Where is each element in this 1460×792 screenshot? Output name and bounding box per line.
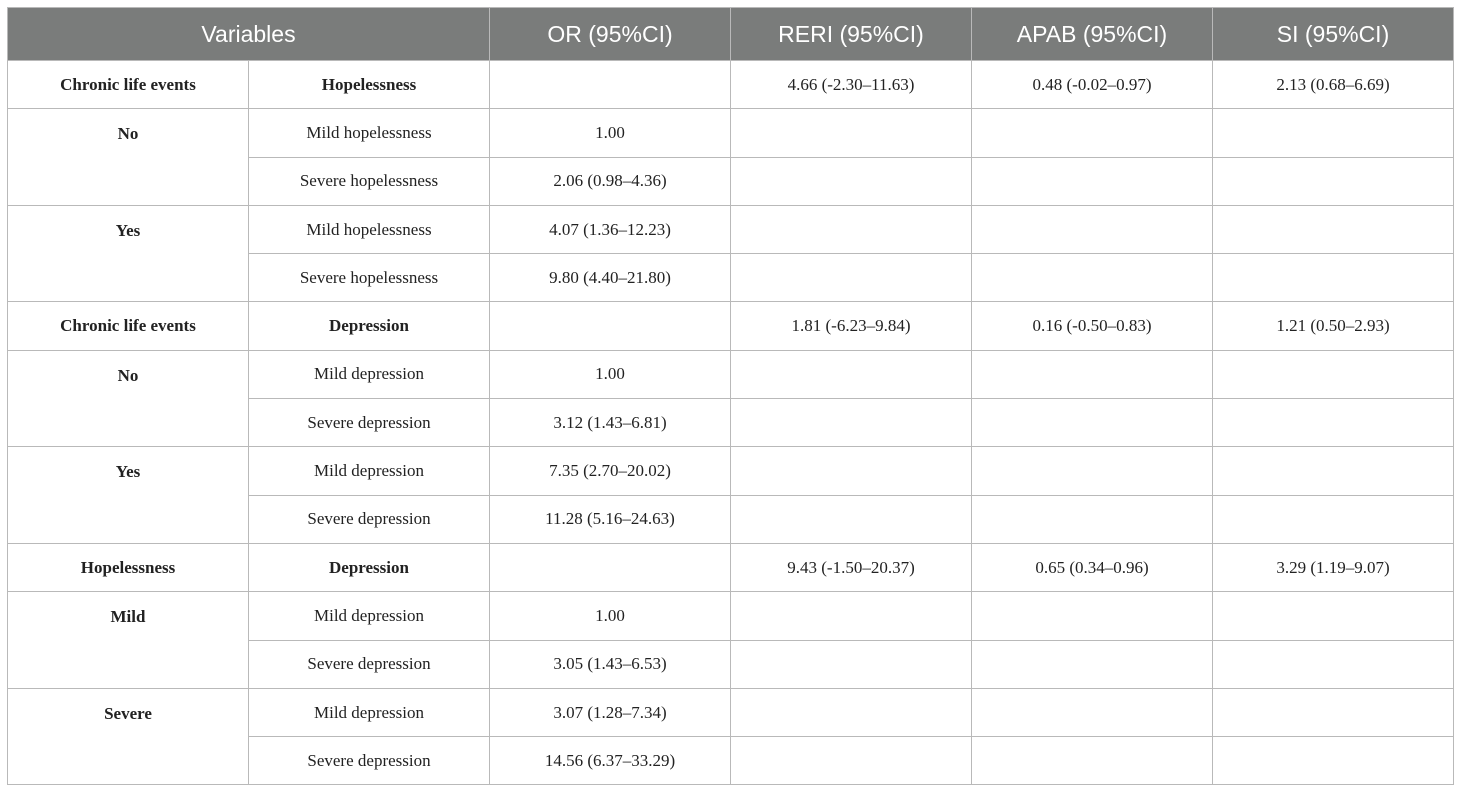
group-label: No <box>8 109 249 206</box>
apab-empty <box>972 737 1213 785</box>
section-header-row <box>8 61 1454 109</box>
level-label: Severe depression <box>249 640 490 688</box>
header-reri: RERI (95%CI) <box>731 8 972 61</box>
section-exposure-a: Chronic life events <box>8 302 249 350</box>
section-or-empty <box>490 302 731 350</box>
reri-empty <box>731 688 972 736</box>
header-row <box>8 8 1454 61</box>
group-label: Severe <box>8 688 249 785</box>
or-value: 9.80 (4.40–21.80) <box>490 254 731 302</box>
group-label: Yes <box>8 205 249 302</box>
header-apab: APAB (95%CI) <box>972 8 1213 61</box>
level-label: Severe depression <box>249 495 490 543</box>
apab-empty <box>972 350 1213 398</box>
header-variables: Variables <box>8 8 490 61</box>
reri-empty <box>731 640 972 688</box>
level-label: Mild depression <box>249 688 490 736</box>
group-label: Yes <box>8 447 249 544</box>
or-value: 4.07 (1.36–12.23) <box>490 205 731 253</box>
apab-value: 0.48 (-0.02–0.97) <box>972 61 1213 109</box>
reri-empty <box>731 205 972 253</box>
section-exposure-a: Hopelessness <box>8 543 249 591</box>
reri-empty <box>731 495 972 543</box>
or-value: 1.00 <box>490 109 731 157</box>
level-label: Mild depression <box>249 447 490 495</box>
or-value: 3.07 (1.28–7.34) <box>490 688 731 736</box>
reri-value: 9.43 (-1.50–20.37) <box>731 543 972 591</box>
reri-empty <box>731 399 972 447</box>
reri-value: 1.81 (-6.23–9.84) <box>731 302 972 350</box>
si-empty <box>1213 205 1454 253</box>
table-row <box>8 592 1454 640</box>
apab-value: 0.16 (-0.50–0.83) <box>972 302 1213 350</box>
apab-value: 0.65 (0.34–0.96) <box>972 543 1213 591</box>
or-value: 14.56 (6.37–33.29) <box>490 737 731 785</box>
or-value: 3.12 (1.43–6.81) <box>490 399 731 447</box>
reri-empty <box>731 592 972 640</box>
apab-empty <box>972 495 1213 543</box>
reri-value: 4.66 (-2.30–11.63) <box>731 61 972 109</box>
apab-empty <box>972 399 1213 447</box>
section-exposure-b: Hopelessness <box>249 61 490 109</box>
table-row <box>8 447 1454 495</box>
level-label: Mild depression <box>249 350 490 398</box>
si-empty <box>1213 157 1454 205</box>
section-exposure-b: Depression <box>249 302 490 350</box>
section-exposure-b: Depression <box>249 543 490 591</box>
level-label: Severe hopelessness <box>249 157 490 205</box>
apab-empty <box>972 592 1213 640</box>
or-value: 11.28 (5.16–24.63) <box>490 495 731 543</box>
table-header <box>8 8 1454 61</box>
si-empty <box>1213 254 1454 302</box>
reri-empty <box>731 447 972 495</box>
apab-empty <box>972 254 1213 302</box>
section-exposure-a: Chronic life events <box>8 61 249 109</box>
level-label: Mild hopelessness <box>249 109 490 157</box>
apab-empty <box>972 157 1213 205</box>
group-label: Mild <box>8 592 249 689</box>
si-value: 1.21 (0.50–2.93) <box>1213 302 1454 350</box>
si-value: 2.13 (0.68–6.69) <box>1213 61 1454 109</box>
level-label: Severe depression <box>249 737 490 785</box>
reri-empty <box>731 157 972 205</box>
table-body <box>8 61 1454 785</box>
level-label: Severe depression <box>249 399 490 447</box>
table-row <box>8 205 1454 253</box>
table-row <box>8 350 1454 398</box>
table-row <box>8 109 1454 157</box>
table-row <box>8 688 1454 736</box>
apab-empty <box>972 109 1213 157</box>
header-or: OR (95%CI) <box>490 8 731 61</box>
si-empty <box>1213 350 1454 398</box>
section-header-row <box>8 302 1454 350</box>
header-si: SI (95%CI) <box>1213 8 1454 61</box>
or-value: 2.06 (0.98–4.36) <box>490 157 731 205</box>
apab-empty <box>972 640 1213 688</box>
level-label: Mild depression <box>249 592 490 640</box>
apab-empty <box>972 205 1213 253</box>
interaction-results-table <box>7 7 1454 785</box>
or-value: 7.35 (2.70–20.02) <box>490 447 731 495</box>
apab-empty <box>972 688 1213 736</box>
or-value: 3.05 (1.43–6.53) <box>490 640 731 688</box>
si-empty <box>1213 640 1454 688</box>
apab-empty <box>972 447 1213 495</box>
reri-empty <box>731 109 972 157</box>
or-value: 1.00 <box>490 350 731 398</box>
reri-empty <box>731 737 972 785</box>
group-label: No <box>8 350 249 447</box>
level-label: Mild hopelessness <box>249 205 490 253</box>
or-value: 1.00 <box>490 592 731 640</box>
si-empty <box>1213 399 1454 447</box>
si-empty <box>1213 737 1454 785</box>
section-or-empty <box>490 61 731 109</box>
reri-empty <box>731 254 972 302</box>
section-or-empty <box>490 543 731 591</box>
section-header-row <box>8 543 1454 591</box>
reri-empty <box>731 350 972 398</box>
si-empty <box>1213 592 1454 640</box>
level-label: Severe hopelessness <box>249 254 490 302</box>
si-value: 3.29 (1.19–9.07) <box>1213 543 1454 591</box>
si-empty <box>1213 495 1454 543</box>
si-empty <box>1213 447 1454 495</box>
si-empty <box>1213 109 1454 157</box>
si-empty <box>1213 688 1454 736</box>
